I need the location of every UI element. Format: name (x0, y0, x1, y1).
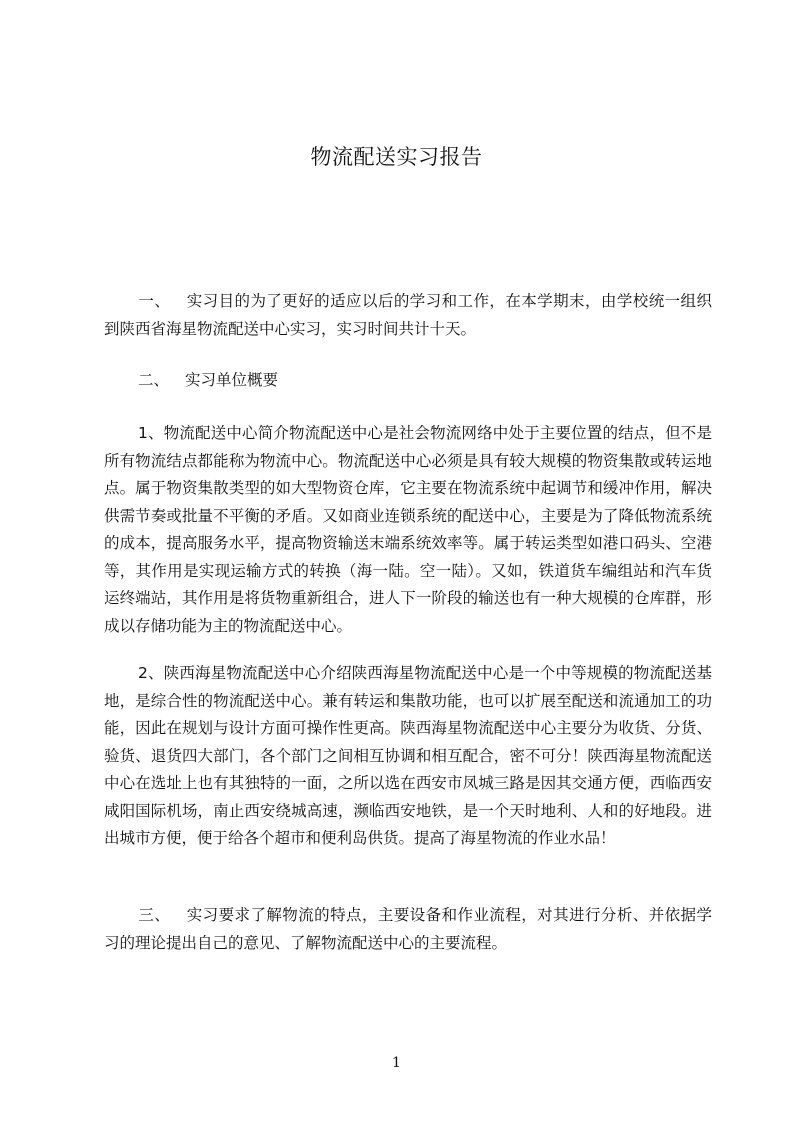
section-text: 物流配送中心简介物流配送中心是社会物流网络中处于主要位置的结点，但不是所有物流结点都能称为物流中心。物流配送中心必须是具有较大规模的物资集散或转运地点。属于物资集散类型的如大型物资仓库，它主要在物流系统中起调节和缓冲作用，解决供需节奏或批量不平衡的矛盾。又如商业连锁系统的配送中心，主要是为了降低物流系统的成本，提高服务水平，提高物资输送末端系统效率等。属于转运类型如港口码头、空港等，其作用是实现运输方式的转换（海一陆。空一陆）。又如，铁道货车编组站和汽车货运终端站，其作用是将货物重新组合，进人下一阶段的输送也有一种大规模的仓库群，形成以存储功能为主的物流配送中心。 (104, 424, 712, 635)
section-text: 陕西海星物流配送中心介绍陕西海星物流配送中心是一个中等规模的物流配送基地，是综合性的物流配送中心。兼有转运和集散功能，也可以扩展至配送和流通加工的功能，因此在规划与设计方面可操作性更高。陕西海星物流配送中心主要分为收货、分货、验货、退货四大部门，各个部门之间相互协调和相互配合，密不可分！陕西海星物流配送中心在选址上也有其独特的一面，之所以选在西安市凤城三路是因其交通方便，西临西安咸阳国际机场，南止西安绕城高速，濒临西安地铁，是一个天时地利、人和的好地段。进出城市方便，便于给各个超市和便利岛供货。提高了海星物流的作业水品！ (104, 664, 712, 847)
section-purpose (104, 288, 712, 343)
section-requirements (104, 902, 712, 957)
section-marker: 三、 (138, 906, 171, 924)
section-marker: 一、 (138, 292, 171, 310)
section-haixing-intro (104, 660, 712, 853)
section-unit-overview (104, 367, 712, 395)
section-text: 实习目的为了更好的适应以后的学习和工作，在本学期末，由学校统一组织到陕西省海星物流配送中心实习，实习时间共计十天。 (104, 292, 712, 338)
section-text: 实习单位概要 (185, 371, 279, 389)
section-distribution-center-intro (104, 420, 712, 640)
section-marker: 1、 (138, 424, 164, 442)
section-marker: 2、 (138, 664, 164, 682)
document-title: 物流配送实习报告 (310, 145, 483, 169)
section-text: 实习要求了解物流的特点，主要设备和作业流程，对其进行分析、并依据学习的理论提出自己的意见、了解物流配送中心的主要流程。 (104, 906, 712, 952)
section-marker: 二、 (138, 371, 170, 389)
page-number: 1 (392, 1055, 401, 1071)
